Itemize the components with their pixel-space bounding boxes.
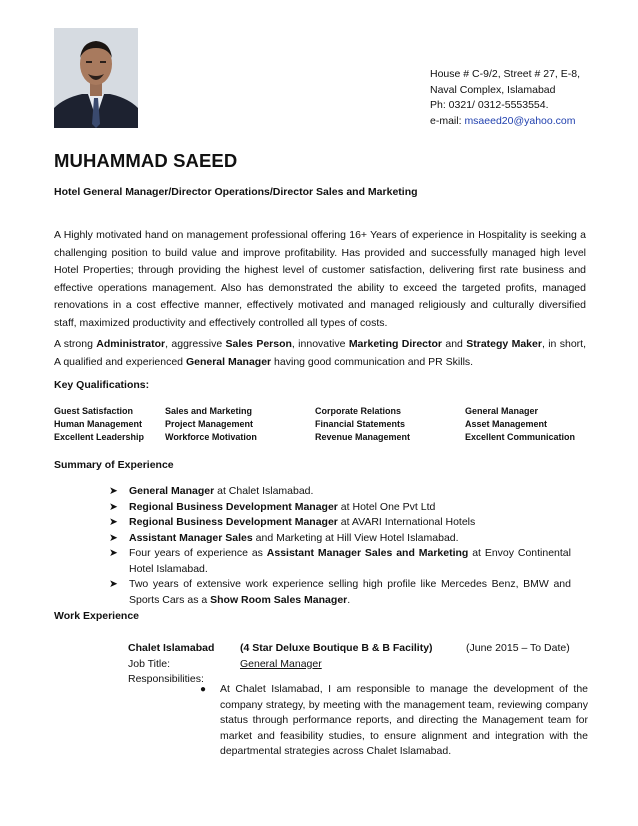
experience-text: at AVARI International Hotels	[337, 516, 476, 528]
profile-text: , aggressive	[165, 338, 226, 350]
experience-item	[109, 500, 571, 516]
address-line-1: House # C-9/2, Street # 27, E-8,	[430, 68, 580, 80]
address-line-2: Naval Complex, Islamabad	[430, 83, 556, 96]
arrow-bullet-icon: ➤	[109, 485, 118, 497]
qualification-column	[54, 405, 144, 444]
qualification-item: Guest Satisfaction	[54, 406, 134, 416]
experience-text: .	[347, 593, 351, 606]
work-experience-heading: Work Experience	[54, 610, 140, 622]
arrow-bullet-icon: ➤	[109, 500, 118, 513]
qualification-item: Financial Statements	[315, 419, 406, 429]
candidate-title: Hotel General Manager/Director Operations/Director Sales and Marketing	[54, 186, 418, 198]
qualification-item: Human Management	[54, 419, 143, 429]
contact-block	[430, 67, 580, 129]
qualification-column	[315, 405, 410, 444]
experience-role: Show Room Sales Manager	[210, 593, 348, 606]
experience-text: at Chalet Islamabad.	[214, 485, 314, 497]
experience-text: at Envoy Continental Hotel Islamabad.	[129, 547, 571, 575]
bullet-dot-icon: ●	[200, 684, 207, 695]
qualification-item: Excellent Communication	[465, 432, 576, 442]
profile-bold: Strategy Maker	[466, 338, 542, 350]
arrow-bullet-icon: ➤	[109, 516, 118, 528]
email-line	[430, 114, 580, 130]
responsibility-text: At Chalet Islamabad, I am responsible to manage the development of the company strategy, by meeting with the management team, reviewing company status through performance reports, and directing the Management team for market and feasibility studies, to ensure alignment and integration with the departmental strategies across Chalet Islamabad.	[220, 683, 588, 757]
phone-number: Ph: 0321/ 0312-5553554.	[430, 99, 549, 111]
job-title-label: Job Title:	[128, 657, 171, 670]
arrow-bullet-icon: ➤	[109, 547, 118, 559]
experience-item	[109, 515, 571, 531]
profile-bold: Administrator	[96, 338, 166, 350]
experience-text: Two years of extensive work experience selling high profile like Mercedes Benz, BMW and Sports Cars as a	[129, 578, 571, 606]
experience-role: Regional Business Development Manager	[129, 516, 338, 528]
profile-photo	[54, 28, 138, 128]
job-title-value: General Manager	[240, 657, 322, 670]
qualification-column	[165, 405, 257, 444]
qualification-item: General Manager	[465, 406, 539, 416]
profile-text: , innovative	[291, 338, 349, 350]
job-entry	[128, 641, 588, 688]
employer-name: Chalet Islamabad	[128, 642, 215, 654]
profile-bold: General Manager	[185, 355, 272, 368]
profile-text: having good communication and PR Skills.	[271, 355, 474, 368]
profile-bold: Sales Person	[225, 338, 292, 350]
key-qualifications-heading: Key Qualifications:	[54, 379, 150, 391]
job-title-row	[128, 657, 588, 673]
profile-paragraph	[54, 336, 586, 371]
qualification-item: Excellent Leadership	[54, 432, 145, 442]
portrait-image	[54, 28, 138, 128]
experience-item	[109, 577, 571, 608]
qualification-item: Sales and Marketing	[165, 406, 253, 416]
responsibility-item	[200, 682, 588, 760]
qualification-item: Revenue Management	[315, 432, 411, 442]
profile-text: and	[442, 338, 467, 350]
candidate-name: MUHAMMAD SAEED	[54, 150, 238, 171]
qualification-item: Project Management	[165, 419, 254, 429]
arrow-bullet-icon: ➤	[109, 578, 118, 590]
experience-text: at Hotel One Pvt Ltd	[337, 500, 436, 513]
experience-list	[109, 484, 571, 608]
job-header-row	[128, 641, 588, 657]
experience-item	[109, 546, 571, 577]
experience-item	[109, 484, 571, 500]
profile-bold: Marketing Director	[348, 338, 443, 350]
employment-dates: (June 2015 – To Date)	[466, 642, 570, 654]
arrow-bullet-icon: ➤	[109, 531, 118, 544]
experience-item	[109, 531, 571, 547]
experience-text: Four years of experience as	[129, 547, 267, 559]
summary-of-experience-heading: Summary of Experience	[54, 459, 174, 471]
profile-text: , in short, A qualified and experienced	[54, 338, 586, 368]
qualification-item: Corporate Relations	[315, 406, 402, 416]
facility-type: (4 Star Deluxe Boutique B & B Facility)	[240, 642, 433, 654]
summary-paragraph: A Highly motivated hand on management professional offering 16+ Years of experience in Hospitality is seeking a challenging position to build value and improve profitability. Has provided and successfully managed high level Hotel Properties; through providing the highest level of customer satisfaction, delivering first rate business and effective operations management. Also has demonstrated the ability to exceed the targeted profits, managed renovations in a cost effective manner, effectively motivated and managed religiously and culturally diversified staff, maximized productivity and effectively controlled all types of costs.	[54, 229, 586, 329]
experience-role: Assistant Manager Sales	[129, 531, 253, 544]
experience-role: General Manager	[129, 485, 215, 497]
experience-role: Regional Business Development Manager	[129, 500, 338, 513]
qualification-item: Workforce Motivation	[165, 432, 257, 442]
experience-role: Assistant Manager Sales and Marketing	[266, 547, 469, 559]
qualification-column	[465, 405, 575, 444]
responsibilities-label: Responsibilities:	[128, 673, 204, 685]
experience-text: and Marketing at Hill View Hotel Islamabad.	[252, 531, 459, 544]
email-link[interactable]: msaeed20@yahoo.com	[464, 114, 576, 127]
qualification-item: Asset Management	[465, 419, 548, 429]
email-label: e-mail:	[430, 114, 465, 127]
profile-text: A strong	[54, 338, 97, 350]
